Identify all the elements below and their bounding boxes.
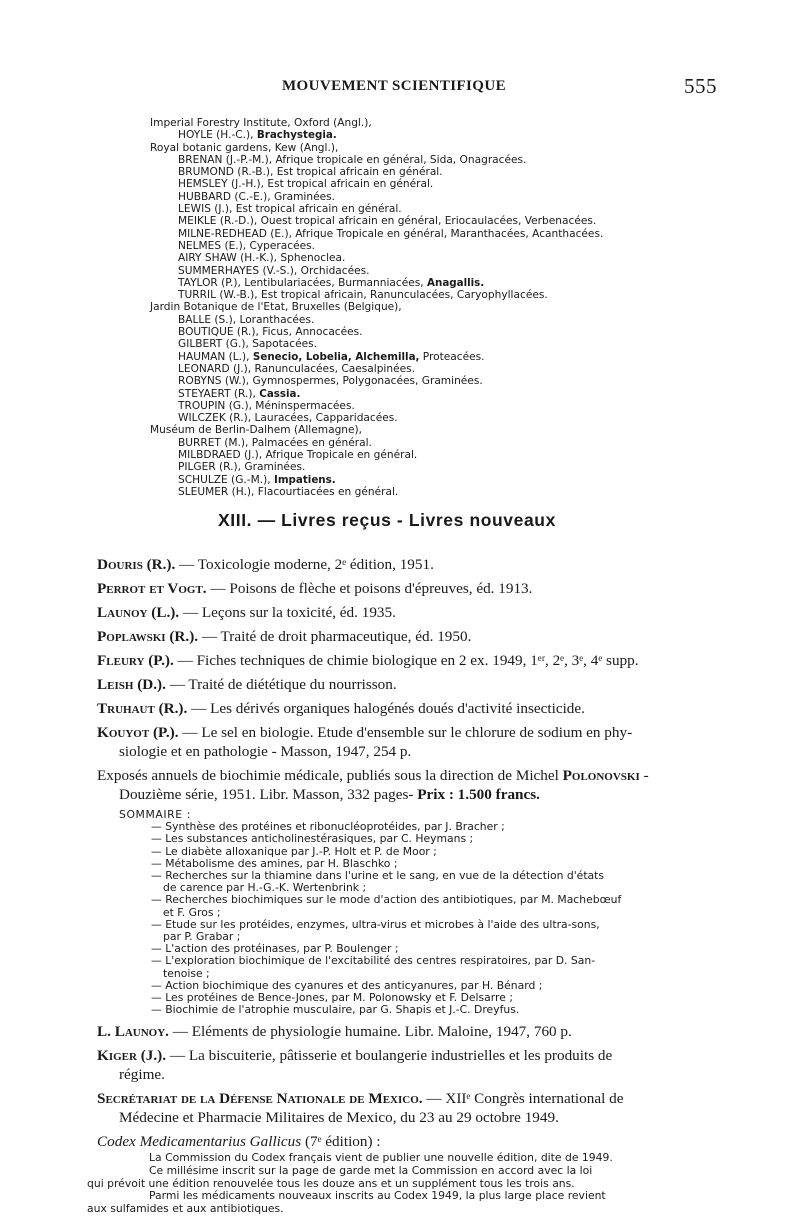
specialist-text: LEONARD (J.), Ranunculacées, Caesalpinées.	[178, 362, 415, 375]
sommaire-items	[97, 821, 722, 1016]
book-author: Poplawski (R.).	[97, 628, 199, 645]
sommaire-heading: SOMMAIRE :	[119, 808, 191, 821]
codex-entry	[87, 1132, 722, 1215]
specialist-genus: Impatiens.	[273, 473, 336, 486]
specialist-text: HUBBARD (C.-E.), Graminées.	[178, 190, 335, 203]
sommaire-item: de carence par H.-G.-K. Wertenbrink ;	[163, 881, 367, 895]
specialist-line	[0, 375, 800, 387]
specialist-line	[0, 129, 800, 141]
specialist-text: BURRET (M.), Palmacées en général.	[178, 436, 372, 449]
specialist-line	[0, 449, 800, 461]
specialist-text: BALLE (S.), Loranthacées.	[178, 313, 315, 326]
specialist-line	[0, 154, 800, 166]
codex-line: aux sulfamides et aux antibiotiques.	[87, 1201, 284, 1215]
specialist-line	[0, 412, 800, 424]
sommaire-item: — Le diabète alloxanique par J.-P. Holt et P. de Moor ;	[151, 844, 437, 858]
exposes-line1: Exposés annuels de biochimie médicale, publiés sous la direction de Michel	[97, 767, 563, 784]
exposes-entry	[97, 766, 722, 804]
specialist-text: GILBERT (G.), Sapotacées.	[178, 338, 318, 351]
specialist-line	[0, 400, 800, 412]
exposes-price: Prix : 1.500 francs.	[417, 786, 540, 803]
sommaire-item: — Action biochimique des cyanures et des anticyanures, par H. Bénard ;	[151, 978, 543, 992]
book-author: Perrot et Vogt.	[97, 580, 207, 597]
specialist-text: STEYAERT (R.),	[178, 387, 260, 400]
specialist-text: TAYLOR (P.), Lentibulariacées, Burmanniacées,	[178, 276, 428, 289]
specialist-text: TROUPIN (G.), Méninspermacées.	[178, 399, 355, 412]
specialist-text: AIRY SHAW (H.-K.), Sphenoclea.	[178, 252, 346, 265]
specialist-text: MEIKLE (R.-D.), Ouest tropical africain en général, Eriocaulacées, Verbenacées.	[178, 215, 597, 228]
sommaire-item: — Les substances anticholinestérasiques, par C. Heymans ;	[151, 832, 474, 846]
book-title: — Le sel en biologie. Etude d'ensemble sur le chlorure de sodium en phy-	[178, 724, 633, 741]
sommaire-item: — L'exploration biochimique de l'excitabilité des centres respiratoires, par D. San-	[151, 954, 596, 968]
specialist-line	[0, 203, 800, 215]
book-author: Leish (D.).	[97, 676, 166, 693]
book-author: L. Launoy.	[97, 1023, 169, 1041]
specialist-line	[0, 240, 800, 252]
specialist-line	[0, 228, 800, 240]
specialist-text: Jardin Botanique de l'Etat, Bruxelles (Belgique),	[150, 301, 402, 314]
specialist-line	[0, 437, 800, 449]
specialist-text: Imperial Forestry Institute, Oxford (Angl.),	[150, 117, 372, 129]
codex-line: Parmi les médicaments nouveaux inscrits au Codex 1949, la plus large place revient	[149, 1189, 606, 1203]
specialist-line	[0, 461, 800, 473]
specialist-text: SCHULZE (G.-M.),	[178, 473, 274, 486]
specialist-text: Muséum de Berlin-Dalhem (Allemagne),	[150, 424, 363, 437]
page-number: 555	[684, 74, 717, 98]
book-title: — Toxicologie moderne, 2ᵉ édition, 1951.	[175, 556, 434, 573]
specialist-text: PILGER (R.), Graminées.	[178, 461, 306, 474]
specialist-line	[0, 474, 800, 486]
specialist-text: ROBYNS (W.), Gymnospermes, Polygonacées, Graminées.	[178, 375, 483, 388]
book-entry	[97, 651, 722, 670]
books-group-b	[97, 1022, 722, 1127]
book-title: — La biscuiterie, pâtisserie et boulangerie industrielles et les produits de	[166, 1047, 613, 1065]
exposes-line2: Douzième série, 1951. Libr. Masson, 332 pages-	[119, 786, 418, 803]
book-entry	[97, 699, 722, 718]
sommaire-item: — L'action des protéinases, par P. Boulenger ;	[151, 942, 399, 956]
sommaire-item: par P. Grabar ;	[163, 930, 241, 944]
specialist-genus: Brachystegia.	[256, 129, 337, 142]
specialist-text: WILCZEK (R.), Lauracées, Capparidacées.	[178, 412, 398, 425]
specialist-line	[0, 191, 800, 203]
sommaire-item: — Etude sur les protéides, enzymes, ultra-virus et microbes à l'aide des ultra-sons,	[151, 917, 600, 931]
sommaire-item: tenoise ;	[163, 966, 210, 980]
specialist-line	[0, 388, 800, 400]
specialist-text-after: Proteacées.	[419, 350, 485, 363]
book-entry	[97, 603, 722, 622]
specialist-text: SUMMERHAYES (V.-S.), Orchidacées.	[178, 264, 370, 277]
specialist-text: HOYLE (H.-C.),	[178, 129, 257, 142]
book-title: — Eléments de physiologie humaine. Libr. Maloine, 1947, 760 p.	[168, 1023, 572, 1041]
specialist-text: HAUMAN (L.),	[178, 350, 253, 363]
book-title: — Fiches techniques de chimie biologique en 2 ex. 1949, 1ᵉʳ, 2ᵉ, 3ᵉ, 4ᵉ supp.	[173, 652, 639, 669]
specialist-line	[0, 314, 800, 326]
specialist-text: TURRIL (W.-B.), Est tropical africain, Ranunculacées, Caryophyllacées.	[178, 289, 548, 302]
codex-title: Codex Medicamentarius Gallicus	[97, 1133, 302, 1151]
sommaire-item: — Synthèse des protéines et ribonucléoprotéides, par J. Bracher ;	[151, 820, 505, 834]
sommaire-item: — Recherches sur la thiamine dans l'urine et le sang, en vue de la détection d'états	[151, 869, 605, 883]
specialist-text: MILBDRAED (J.), Afrique Tropicale en général.	[178, 449, 418, 462]
specialist-line	[0, 265, 800, 277]
book-author: Kiger (J.).	[97, 1047, 167, 1065]
specialists-list	[0, 117, 800, 498]
specialist-line	[0, 178, 800, 190]
book-title: — XIIᵉ Congrès international de	[422, 1090, 624, 1108]
sommaire-item: et F. Gros ;	[163, 905, 221, 919]
sommaire-item: — Métabolisme des amines, par H. Blaschko ;	[151, 856, 398, 870]
exposes-line1-end: -	[639, 767, 649, 784]
institution-line	[0, 424, 800, 436]
book-title: — Leçons sur la toxicité, éd. 1935.	[179, 604, 396, 621]
codex-line: qui prévoit une édition renouvelée tous les douze ans et un supplément tous les trois ans.	[87, 1176, 575, 1190]
book-title: — Poisons de flèche et poisons d'épreuves, éd. 1913.	[206, 580, 533, 597]
specialist-text: BRUMOND (R.-B.), Est tropical africain en général.	[178, 166, 443, 179]
sommaire-item: — Biochimie de l'atrophie musculaire, par G. Shapis et J.-C. Dreyfus.	[151, 1003, 520, 1017]
specialist-text: LEWIS (J.), Est tropical africain en général.	[178, 203, 402, 216]
book-author: Douris (R.).	[97, 556, 176, 573]
specialist-text: NELMES (E.), Cyperacées.	[178, 239, 316, 252]
section-title: XIII. — Livres reçus - Livres nouveaux	[218, 510, 556, 530]
book-entry	[97, 555, 722, 574]
books-list	[87, 555, 722, 1215]
book-author: Kouyot (P.).	[97, 724, 179, 741]
book-entry	[97, 675, 722, 694]
running-title: MOUVEMENT SCIENTIFIQUE	[282, 78, 506, 94]
book-entry	[97, 1022, 722, 1041]
book-author: Fleury (P.).	[97, 652, 174, 669]
specialist-line	[0, 215, 800, 227]
book-author: Truhaut (R.).	[97, 700, 188, 717]
institution-line	[0, 301, 800, 313]
specialist-line	[0, 363, 800, 375]
book-author: Launoy (L.).	[97, 604, 180, 621]
specialist-line	[0, 166, 800, 178]
specialist-text: SLEUMER (H.), Flacourtiacées en général.	[178, 485, 399, 498]
book-title: — Traité de droit pharmaceutique, éd. 1950.	[198, 628, 472, 645]
codex-line: Ce millésime inscrit sur la page de garde met la Commission en accord avec la loi	[149, 1164, 593, 1178]
book-title-continued: Médecine et Pharmacie Militaires de Mexico, du 23 au 29 octobre 1949.	[119, 1109, 559, 1127]
book-entry	[97, 579, 722, 598]
sommaire-item: — Recherches biochimiques sur le mode d'action des antibiotiques, par M. Machebœuf	[151, 893, 622, 907]
book-title: — Traité de diététique du nourrisson.	[165, 676, 397, 693]
specialist-text: MILNE-REDHEAD (E.), Afrique Tropicale en général, Maranthacées, Acanthacées.	[178, 227, 604, 240]
specialist-line	[0, 277, 800, 289]
book-title-continued: siologie et en pathologie - Masson, 1947, 254 p.	[119, 743, 412, 760]
codex-title-suffix: (7ᵉ édition) :	[301, 1133, 381, 1151]
book-author: Secrétariat de la Défense Nationale de Mexico.	[97, 1090, 423, 1108]
specialist-text: BOUTIQUE (R.), Ficus, Annocacées.	[178, 326, 363, 339]
specialist-line	[0, 326, 800, 338]
sommaire-item: — Les protéines de Bence-Jones, par M. Polonowsky et F. Delsarre ;	[151, 991, 513, 1005]
specialist-text: Royal botanic gardens, Kew (Angl.),	[150, 141, 339, 154]
book-entry	[97, 1089, 722, 1127]
page-header	[0, 74, 800, 100]
specialist-genus: Anagallis.	[427, 276, 485, 289]
codex-text	[87, 1151, 722, 1215]
books-group-a	[97, 555, 722, 761]
specialist-line	[0, 252, 800, 264]
book-title-continued: régime.	[119, 1066, 165, 1084]
book-entry	[97, 723, 722, 761]
specialist-line	[0, 338, 800, 350]
sommaire	[97, 809, 722, 1016]
codex-line: La Commission du Codex français vient de publier une nouvelle édition, dite de 1949.	[149, 1151, 613, 1165]
specialist-text: BRENAN (J.-P.-M.), Afrique tropicale en général, Sida, Onagracées.	[178, 153, 527, 166]
book-title: — Les dérivés organiques halogénés doués d'activité insecticide.	[187, 700, 585, 717]
exposes-author: Polonovski	[562, 767, 640, 784]
specialist-line	[0, 289, 800, 301]
specialist-text: HEMSLEY (J.-H.), Est tropical africain en général.	[178, 178, 434, 191]
institution-line	[0, 117, 800, 129]
specialist-line	[0, 486, 800, 498]
book-entry	[97, 1046, 722, 1084]
book-entry	[97, 627, 722, 646]
specialist-genus: Cassia.	[259, 387, 301, 400]
specialist-genus: Senecio, Lobelia, Alchemilla,	[252, 350, 420, 363]
specialist-line	[0, 351, 800, 363]
institution-line	[0, 142, 800, 154]
